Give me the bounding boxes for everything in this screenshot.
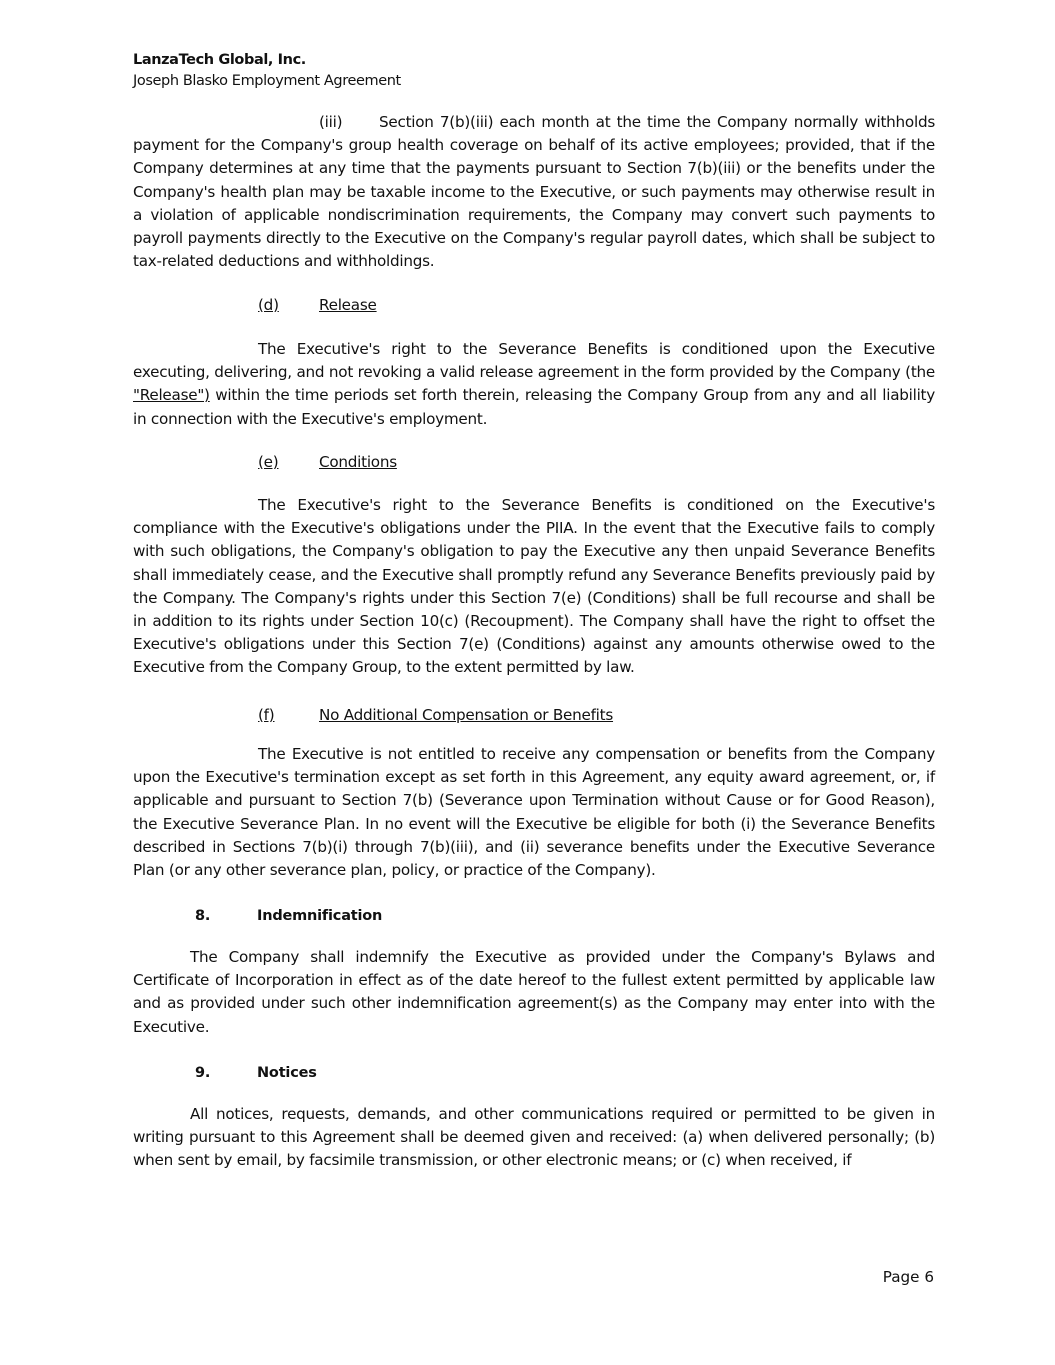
page-number: Page 6 [882,1268,934,1286]
header-company: LanzaTech Global, Inc. [133,52,306,68]
paragraph-iii [133,111,935,273]
section-8-number: 8. [195,908,211,924]
section-9-paragraph: All notices, requests, demands, and other communications required or permitted to be given in writing pursuant to this Agreement shall be deemed given and received: (a) when delivered personally; (b) when sent by email, by facsimile transmission, or other electronic means; or (c) when received, if [133,1105,935,1170]
section-e-letter: (e) [258,453,279,471]
section-e-heading [258,451,397,474]
section-9-number: 9. [195,1065,211,1081]
section-d-paragraph [133,338,935,431]
section-9-heading [195,1062,317,1084]
section-e-paragraph: The Executive's right to the Severance Benefits is conditioned on the Executive's compliance with the Executive's obligations under the PIIA. In the event that the Executive fails to comply with such obligations, the Company's obligation to pay the Executive any then unpaid Severance Benefits shall immediately cease, and the Executive shall promptly refund any Severance Benefits previously paid by the Company. The Company's rights under this Section 7(e) (Conditions) shall be full recourse and shall be in addition to its rights under Section 10(c) (Recoupment). The Company shall have the right to offset the Executive's obligations under this Section 7(e) (Conditions) against any amounts otherwise owed to the Executive from the Company Group, to the extent permitted by law. [133,496,935,677]
section-d-heading [258,294,377,317]
section-f-heading [258,704,613,727]
section-f-title: No Additional Compensation or Benefits [319,706,614,724]
section-f-letter: (f) [258,706,275,724]
release-defined-term: "Release") [133,386,210,405]
section-d-text-after: within the time periods set forth therein, releasing the Company Group from any and all liability in connection with the Executive's employment. [133,386,935,428]
section-e-title: Conditions [319,453,397,471]
paragraph-iii-text: Section 7(b)(iii) each month at the time the Company normally withholds payment for the Company's group health coverage on behalf of its active employees; provided, that if the Company determines at any time that the payments pursuant to Section 7(b)(iii) or the benefits under the Company's health plan may be taxable income to the Executive, or such payments may otherwise result in a violation of applicable nondiscrimination requirements, the Company may convert such payments to payroll payments directly to the Executive on the Company's regular payroll dates, which shall be subject to tax-related deductions and withholdings. [133,113,935,271]
section-f-paragraph: The Executive is not entitled to receive any compensation or benefits from the Company upon the Executive's termination except as set forth in this Agreement, any equity award agreement, or, if applicable and pursuant to Section 7(b) (Severance upon Termination without Cause or for Good Reason), the Executive Severance Plan. In no event will the Executive be eligible for both (i) the Severance Benefits described in Sections 7(b)(i) through 7(b)(iii), and (ii) severance benefits under the Executive Severance Plan (or any other severance plan, policy, or practice of the Company). [133,745,935,880]
section-8-heading [195,905,382,927]
section-9-title: Notices [257,1065,317,1081]
section-8-title: Indemnification [257,908,383,924]
page-header [133,50,401,92]
section-d-title: Release [319,296,377,314]
section-d-text-before: The Executive's right to the Severance Benefits is conditioned upon the Executive executing, delivering, and not revoking a valid release agreement in the form provided by the Company (the [133,340,935,382]
paragraph-iii-label: (iii) [319,113,343,131]
section-8-paragraph: The Company shall indemnify the Executive as provided under the Company's Bylaws and Certificate of Incorporation in effect as of the date hereof to the fullest extent permitted by applicable law and as provided under such other indemnification agreement(s) as the Company may enter into with the Executive. [133,948,935,1036]
header-document-title: Joseph Blasko Employment Agreement [133,73,401,89]
section-d-letter: (d) [258,296,279,314]
